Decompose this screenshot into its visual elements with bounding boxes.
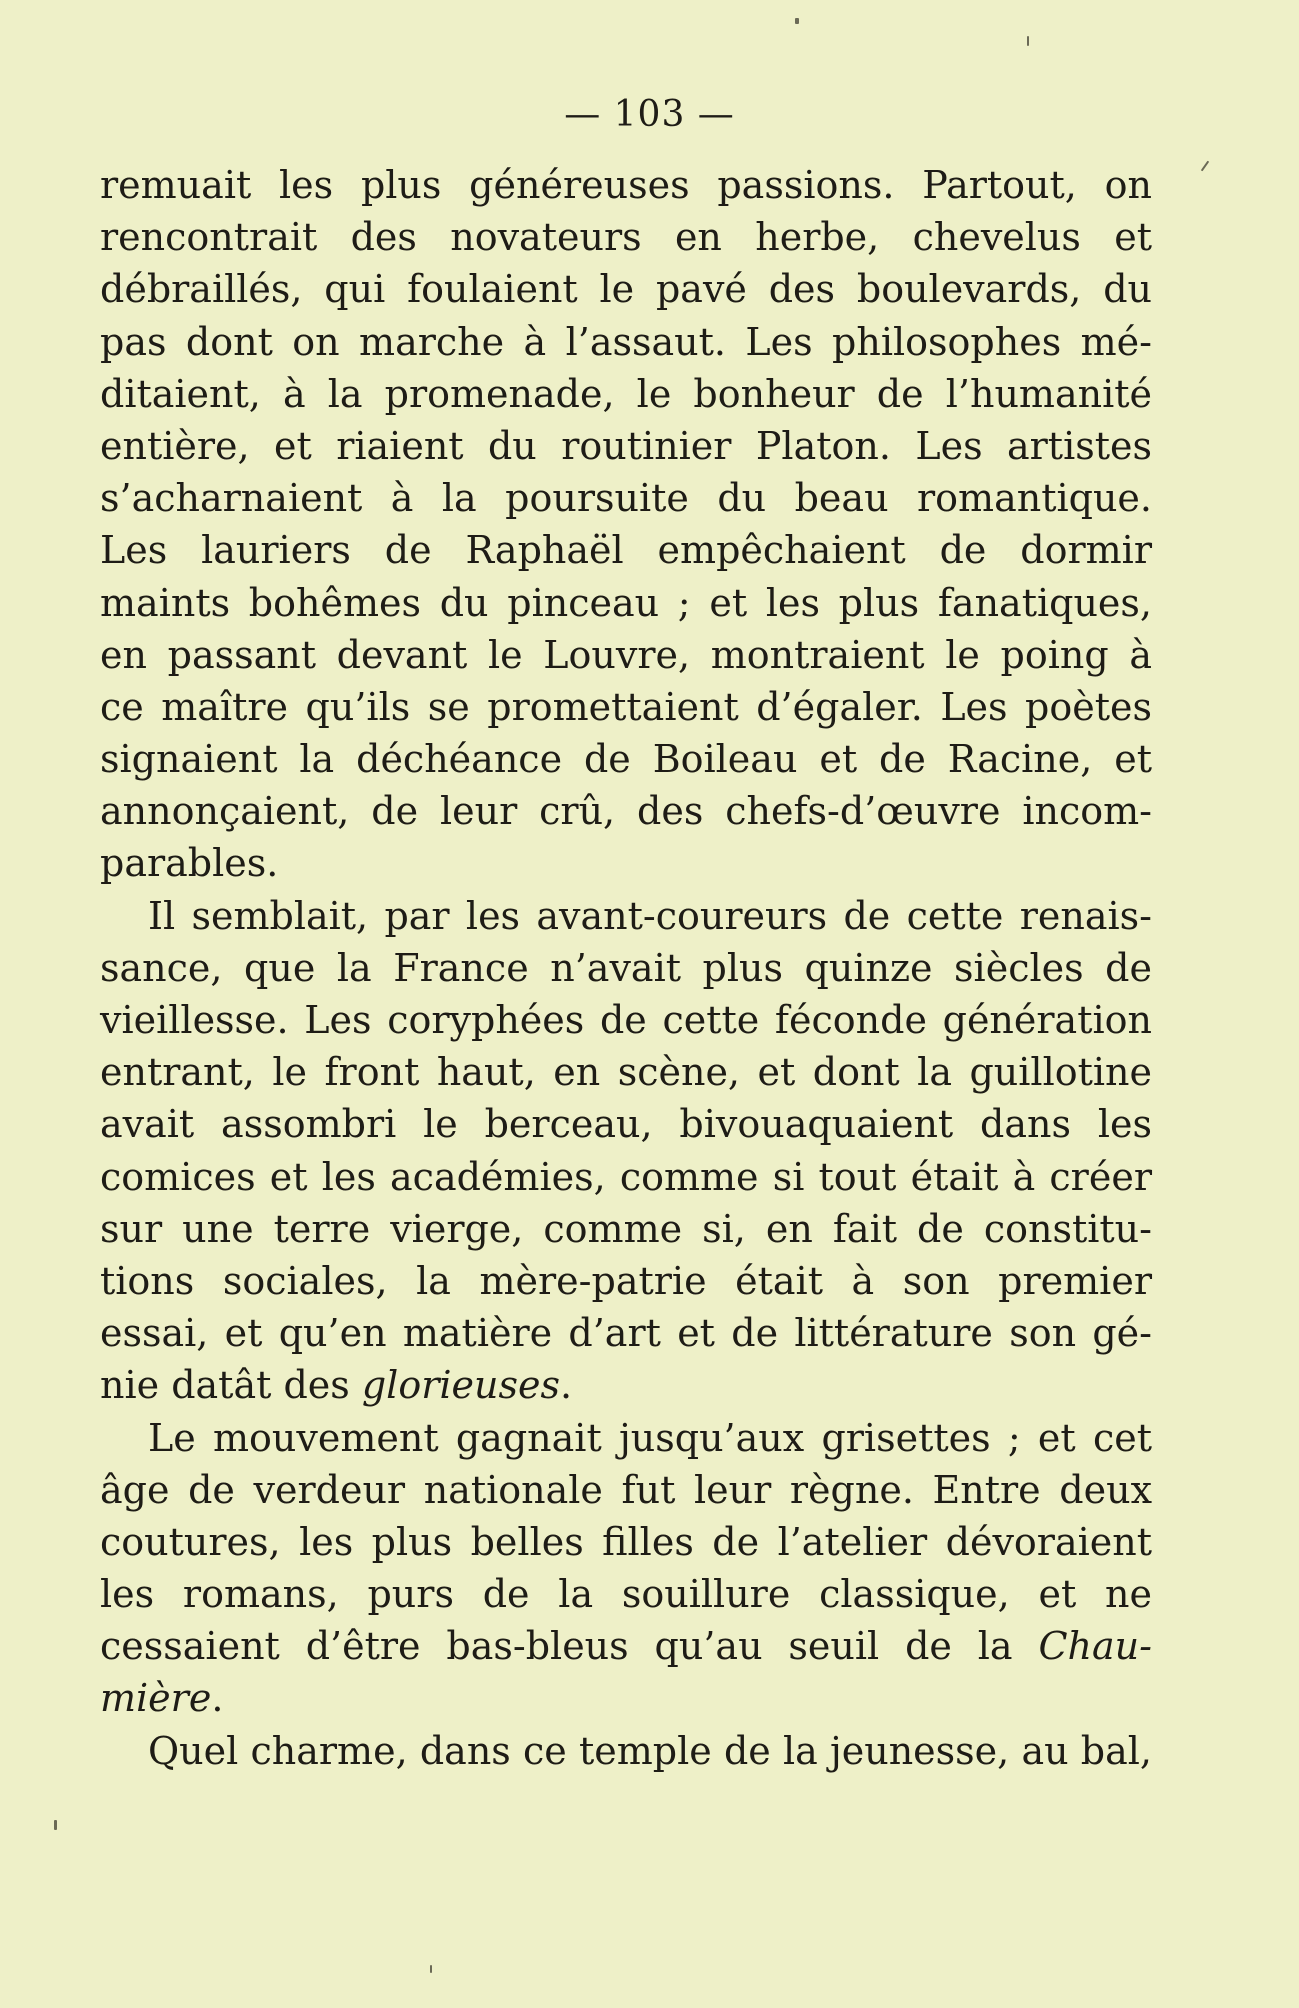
- text-line: âge de verdeur nationale fut leur règne. Entre deux: [100, 1467, 1152, 1512]
- text-line: avait assombri le berceau, bivouaquaient dans les: [100, 1102, 1152, 1147]
- text-line: pas dont on marche à l’assaut. Les philosophes mé-: [100, 319, 1152, 364]
- italic-word: Chau-: [1038, 1624, 1152, 1669]
- text-line: essai, et qu’en matière d’art et de littérature son gé-: [100, 1311, 1152, 1356]
- paragraph-1: [100, 159, 1152, 890]
- text-fragment: .: [559, 1363, 573, 1408]
- text-line: signaient la déchéance de Boileau et de Racine, et: [100, 737, 1152, 782]
- text-line: débraillés, qui foulaient le pavé des boulevards, du: [100, 267, 1152, 312]
- italic-word: mière: [100, 1676, 212, 1721]
- text-line: Il semblait, par les avant-coureurs de cette renais-: [148, 893, 1152, 938]
- scan-speck: [795, 18, 799, 24]
- text-fragment: cessaient d’être bas-bleus qu’au seuil de la: [100, 1624, 1039, 1669]
- text-line: sur une terre vierge, comme si, en fait de constitu-: [100, 1206, 1152, 1251]
- scan-speck: [1201, 161, 1210, 172]
- text-line: vieillesse. Les coryphées de cette féconde génération: [100, 998, 1152, 1042]
- text-line: ditaient, à la promenade, le bonheur de l’humanité: [100, 371, 1152, 416]
- scan-speck: [54, 1820, 57, 1830]
- text-line: coutures, les plus belles filles de l’atelier dévoraient: [100, 1519, 1152, 1564]
- text-line: annonçaient, de leur crû, des chefs-d’œuvre incom-: [100, 789, 1152, 834]
- text-line: entière, et riaient du routinier Platon. Les artistes: [100, 423, 1152, 468]
- text-line: [100, 1620, 1152, 1672]
- paragraph-2: [100, 890, 1152, 1412]
- text-line: [100, 1672, 1152, 1724]
- text-fragment: .: [211, 1676, 224, 1721]
- text-line: les romans, purs de la souillure classique, et ne: [100, 1572, 1152, 1617]
- text-line: Les lauriers de Raphaël empêchaient de dormir: [100, 528, 1152, 573]
- paragraph-3: [100, 1412, 1152, 1725]
- text-line: tions sociales, la mère-patrie était à son premier: [100, 1258, 1152, 1303]
- text-line: en passant devant le Louvre, montraient le poing à: [100, 632, 1152, 677]
- text-fragment: nie datât des: [100, 1363, 362, 1408]
- text-line: remuait les plus généreuses passions. Partout, on: [100, 163, 1152, 207]
- text-line: entrant, le front haut, en scène, et dont la guillotine: [100, 1050, 1152, 1095]
- italic-word: glorieuses: [361, 1363, 560, 1408]
- text-line: s’acharnaient à la poursuite du beau romantique.: [100, 476, 1152, 521]
- scan-speck: [1027, 36, 1029, 46]
- scan-speck: [430, 1965, 432, 1973]
- body-text: [100, 159, 1152, 1777]
- text-line: Le mouvement gagnait jusqu’aux grisettes ; et cet: [148, 1415, 1152, 1460]
- text-line: comices et les académies, comme si tout était à créer: [100, 1154, 1152, 1199]
- text-line: ce maître qu’ils se promettaient d’égaler. Les poètes: [100, 684, 1152, 729]
- text-line: [100, 1359, 1152, 1411]
- paragraph-4: [100, 1725, 1152, 1777]
- text-line: parables.: [100, 841, 279, 886]
- text-line: maints bohêmes du pinceau ; et les plus fanatiques,: [100, 580, 1152, 625]
- text-line: sance, que la France n’avait plus quinze siècles de: [100, 945, 1152, 990]
- text-line: rencontrait des novateurs en herbe, chevelus et: [100, 215, 1152, 260]
- page-number: — 103 —: [564, 94, 735, 135]
- text-line: Quel charme, dans ce temple de la jeunesse, au bal,: [148, 1728, 1152, 1773]
